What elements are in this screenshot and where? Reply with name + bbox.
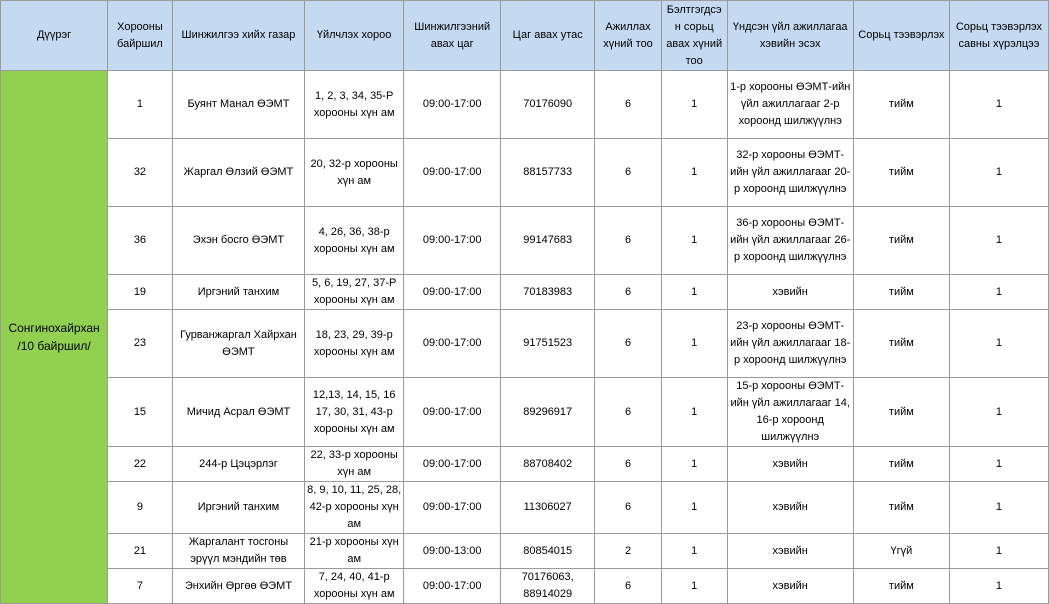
trained-cell: 1 [661,139,727,207]
khoroo-cell: 36 [108,207,173,275]
hours-cell: 09:00-17:00 [404,139,501,207]
phone-cell: 80854015 [501,534,595,569]
site-cell: Жаргал Өлзий ӨЭМТ [172,139,304,207]
table-row [1,378,1049,447]
table-row [1,569,1049,604]
served-cell: 12,13, 14, 15, 16 17, 30, 31, 43-р хорооны хүн ам [305,378,404,447]
served-cell: 4, 26, 36, 38-р хорооны хүн ам [305,207,404,275]
trained-cell: 1 [661,378,727,447]
site-cell: Эхэн босго ӨЭМТ [172,207,304,275]
site-cell: Жаргалант тосгоны эрүүл мэндийн төв [172,534,304,569]
staff-cell: 6 [595,207,662,275]
storage-cell: тийм [853,207,949,275]
hours-cell: 09:00-17:00 [404,378,501,447]
site-cell: 244-р Цэцэрлэг [172,447,304,482]
header-served-khoroo: Үйлчлэх хороо [305,1,404,71]
storage-cell: тийм [853,447,949,482]
trained-cell: 1 [661,310,727,378]
khoroo-cell: 7 [108,569,173,604]
status-cell: 36-р хорооны ӨЭМТ-ийн үйл ажиллагааг 26-р хороонд шилжүүлнэ [727,207,853,275]
served-cell: 21-р хорооны хүн ам [305,534,404,569]
table-row [1,310,1049,378]
table-row [1,207,1049,275]
khoroo-cell: 22 [108,447,173,482]
transport-cell: 1 [949,207,1048,275]
served-cell: 5, 6, 19, 27, 37-Р хорооны хүн ам [305,275,404,310]
hours-cell: 09:00-17:00 [404,447,501,482]
hours-cell: 09:00-17:00 [404,569,501,604]
staff-cell: 2 [595,534,662,569]
staff-cell: 6 [595,482,662,534]
phone-cell: 89296917 [501,378,595,447]
status-cell: хэвийн [727,534,853,569]
table-row [1,139,1049,207]
hours-cell: 09:00-17:00 [404,207,501,275]
header-staff: Ажиллах хүний тоо [595,1,662,71]
status-cell: хэвийн [727,569,853,604]
served-cell: 20, 32-р хорооны хүн ам [305,139,404,207]
served-cell: 1, 2, 3, 34, 35-Р хорооны хүн ам [305,71,404,139]
status-cell: 32-р хорооны ӨЭМТ-ийн үйл ажиллагааг 20-р хороонд шилжүүлнэ [727,139,853,207]
phone-cell: 11306027 [501,482,595,534]
table-row [1,71,1049,139]
hours-cell: 09:00-17:00 [404,482,501,534]
trained-cell: 1 [661,534,727,569]
staff-cell: 6 [595,71,662,139]
staff-cell: 6 [595,275,662,310]
served-cell: 18, 23, 29, 39-р хорооны хүн ам [305,310,404,378]
table-row [1,534,1049,569]
phone-cell: 70176090 [501,71,595,139]
site-cell: Иргэний танхим [172,275,304,310]
trained-cell: 1 [661,71,727,139]
transport-cell: 1 [949,139,1048,207]
header-sample-storage: Сорьц тээвэрлэх [853,1,949,71]
site-cell: Мичид Асрал ӨЭМТ [172,378,304,447]
khoroo-cell: 21 [108,534,173,569]
hours-cell: 09:00-17:00 [404,310,501,378]
transport-cell: 1 [949,378,1048,447]
staff-cell: 6 [595,378,662,447]
storage-cell: тийм [853,310,949,378]
header-test-site: Шинжилгээ хийх газар [172,1,304,71]
phone-cell: 88157733 [501,139,595,207]
trained-cell: 1 [661,275,727,310]
storage-cell: тийм [853,378,949,447]
status-cell: хэвийн [727,275,853,310]
phone-cell: 88708402 [501,447,595,482]
storage-cell: тийм [853,71,949,139]
phone-cell: 99147683 [501,207,595,275]
hours-cell: 09:00-17:00 [404,275,501,310]
staff-cell: 6 [595,139,662,207]
storage-cell: тийм [853,569,949,604]
header-khoroo-location: Хорооны байршил [108,1,173,71]
phone-cell: 91751523 [501,310,595,378]
khoroo-cell: 19 [108,275,173,310]
table-row [1,482,1049,534]
khoroo-cell: 32 [108,139,173,207]
header-main-status: Үндсэн үйл ажиллагаа хэвийн эсэх [727,1,853,71]
transport-cell: 1 [949,275,1048,310]
trained-cell: 1 [661,569,727,604]
site-cell: Гурванжаргал Хайрхан ӨЭМТ [172,310,304,378]
status-cell: 1-р хорооны ӨЭМТ-ийн үйл ажиллагааг 2-р хороонд шилжүүлнэ [727,71,853,139]
header-row [1,1,1049,71]
staff-cell: 6 [595,310,662,378]
khoroo-cell: 15 [108,378,173,447]
trained-cell: 1 [661,482,727,534]
staff-cell: 6 [595,569,662,604]
site-cell: Иргэний танхим [172,482,304,534]
header-phone: Цаг авах утас [501,1,595,71]
transport-cell: 1 [949,447,1048,482]
transport-cell: 1 [949,534,1048,569]
phone-cell: 70176063, 88914029 [501,569,595,604]
table-row [1,275,1049,310]
storage-cell: тийм [853,275,949,310]
khoroo-cell: 23 [108,310,173,378]
hours-cell: 09:00-13:00 [404,534,501,569]
header-sample-transport: Сорьц тээвэрлэх савны хүрэлцээ [949,1,1048,71]
status-cell: 23-р хорооны ӨЭМТ-ийн үйл ажиллагааг 18-р хороонд шилжүүлнэ [727,310,853,378]
site-cell: Буянт Манал ӨЭМТ [172,71,304,139]
status-cell: 15-р хорооны ӨЭМТ-ийн үйл ажиллагааг 14, 16-р хороонд шилжүүлнэ [727,378,853,447]
header-district: Дүүрэг [1,1,108,71]
storage-cell: тийм [853,139,949,207]
phone-cell: 70183983 [501,275,595,310]
served-cell: 8, 9, 10, 11, 25, 28, 42-р хорооны хүн ам [305,482,404,534]
transport-cell: 1 [949,569,1048,604]
site-cell: Энхийн Өргөө ӨЭМТ [172,569,304,604]
served-cell: 22, 33-р хорооны хүн ам [305,447,404,482]
storage-cell: Үгүй [853,534,949,569]
trained-cell: 1 [661,447,727,482]
status-cell: хэвийн [727,482,853,534]
transport-cell: 1 [949,482,1048,534]
header-test-hours: Шинжилгээний авах цаг [404,1,501,71]
khoroo-cell: 9 [108,482,173,534]
khoroo-cell: 1 [108,71,173,139]
served-cell: 7, 24, 40, 41-р хорооны хүн ам [305,569,404,604]
hours-cell: 09:00-17:00 [404,71,501,139]
header-trained-staff: Бэлтгэгдсэн сорьц авах хүний тоо [661,1,727,71]
table-row [1,447,1049,482]
transport-cell: 1 [949,310,1048,378]
district-cell: Сонгинохайрхан /10 байршил/ [1,71,108,604]
staff-cell: 6 [595,447,662,482]
transport-cell: 1 [949,71,1048,139]
trained-cell: 1 [661,207,727,275]
storage-cell: тийм [853,482,949,534]
status-cell: хэвийн [727,447,853,482]
